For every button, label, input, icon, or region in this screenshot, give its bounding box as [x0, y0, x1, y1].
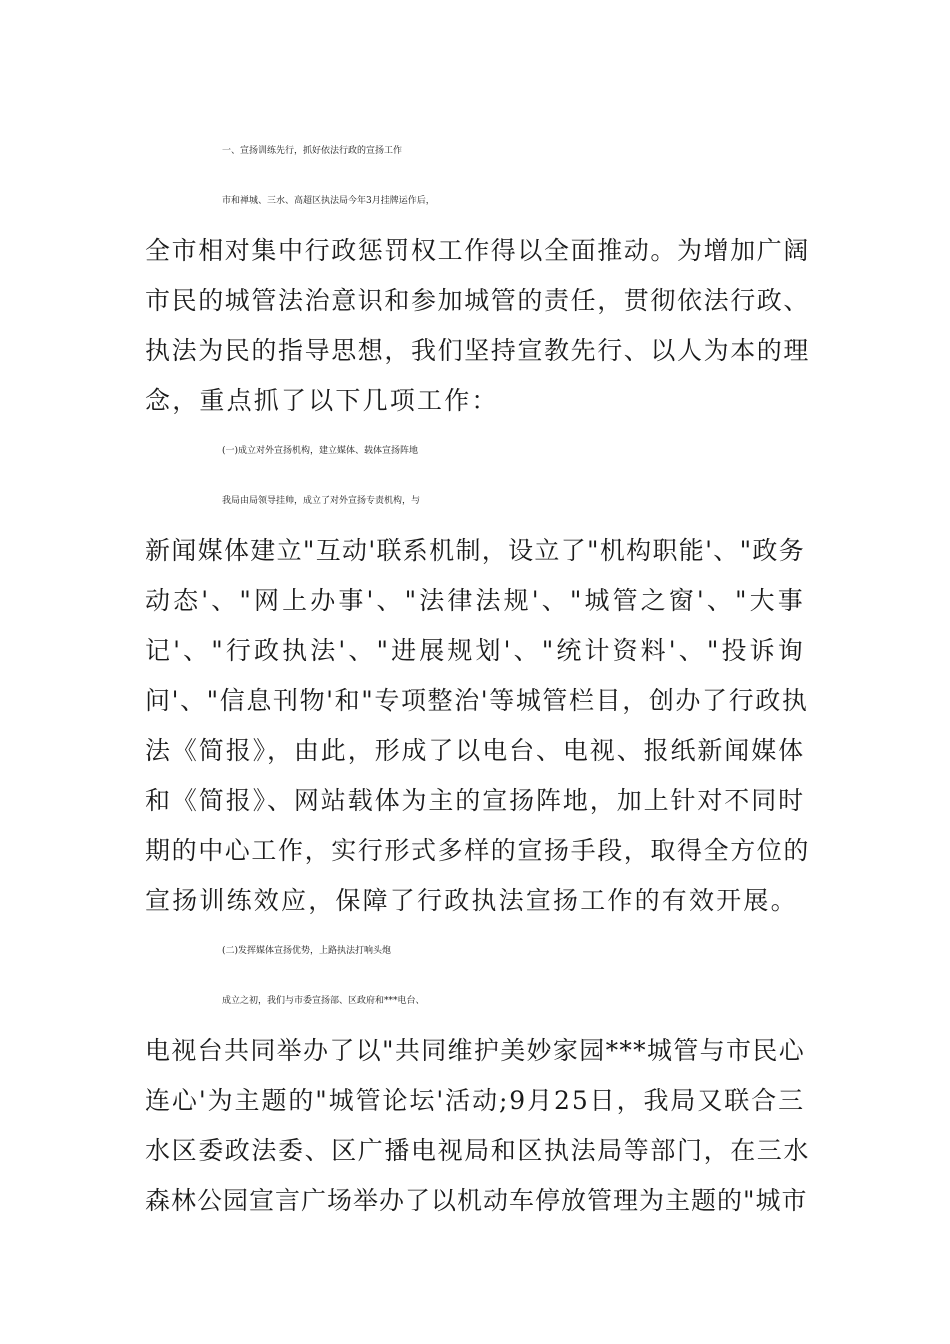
paragraph-line: 市民的城管法治意识和参加城管的责任，贯彻依法行政、: [145, 286, 811, 315]
paragraph-line: 期的中心工作，实行形式多样的宣扬手段，取得全方位的: [145, 836, 811, 865]
paragraph-line: 市和禅城、三水、高超区执法局今年3月挂牌运作后，: [222, 196, 435, 206]
paragraph-line: 成立之初，我们与市委宣扬部、区政府和***电台、: [222, 996, 425, 1006]
subsection-heading-2: (二)发挥媒体宣扬优势，上路执法打响头炮: [222, 946, 392, 956]
section-heading-1: 一、宣扬训练先行，抓好依法行政的宣扬工作: [222, 146, 403, 156]
paragraph-line: 森林公园宣言广场举办了以机动车停放管理为主题的"城市: [145, 1186, 808, 1215]
paragraph-line: 法《简报》，由此，形成了以电台、电视、报纸新闻媒体: [145, 736, 806, 765]
paragraph-line: 动态'、"网上办事'、"法律法规'、"城管之窗'、"大事: [145, 586, 805, 615]
paragraph-line: 新闻媒体建立"互动'联系机制，设立了"机构职能'、"政务: [145, 536, 805, 565]
paragraph-line: 问'、"信息刊物'和"专项整治'等城管栏目，创办了行政执: [145, 686, 809, 715]
paragraph-line: 电视台共同举办了以"共同维护美妙家园***城管与市民心: [145, 1036, 805, 1065]
paragraph-line: 执法为民的指导思想，我们坚持宣教先行、以人为本的理: [145, 336, 811, 365]
paragraph-line: 水区委政法委、区广播电视局和区执法局等部门，在三水: [145, 1136, 811, 1165]
paragraph-line: 念，重点抓了以下几项工作：: [145, 386, 499, 415]
paragraph-line: 宣扬训练效应，保障了行政执法宣扬工作的有效开展。: [145, 886, 798, 915]
paragraph-line: 和《简报》、网站载体为主的宣扬阵地，加上针对不同时: [145, 786, 806, 815]
paragraph-line: 我局由局领导挂帅，成立了对外宣扬专责机构，与: [222, 496, 421, 506]
subsection-heading-1: (一)成立对外宣扬机构，建立媒体、载体宣扬阵地: [222, 446, 419, 456]
paragraph-line: 全市相对集中行政惩罚权工作得以全面推动。为增加广阔: [145, 236, 811, 265]
paragraph-line: 连心'为主题的"城管论坛'活动;9月25日，我局又联合三: [145, 1086, 805, 1115]
paragraph-line: 记'、"行政执法'、"进展规划'、"统计资料'、"投诉询: [145, 636, 805, 665]
